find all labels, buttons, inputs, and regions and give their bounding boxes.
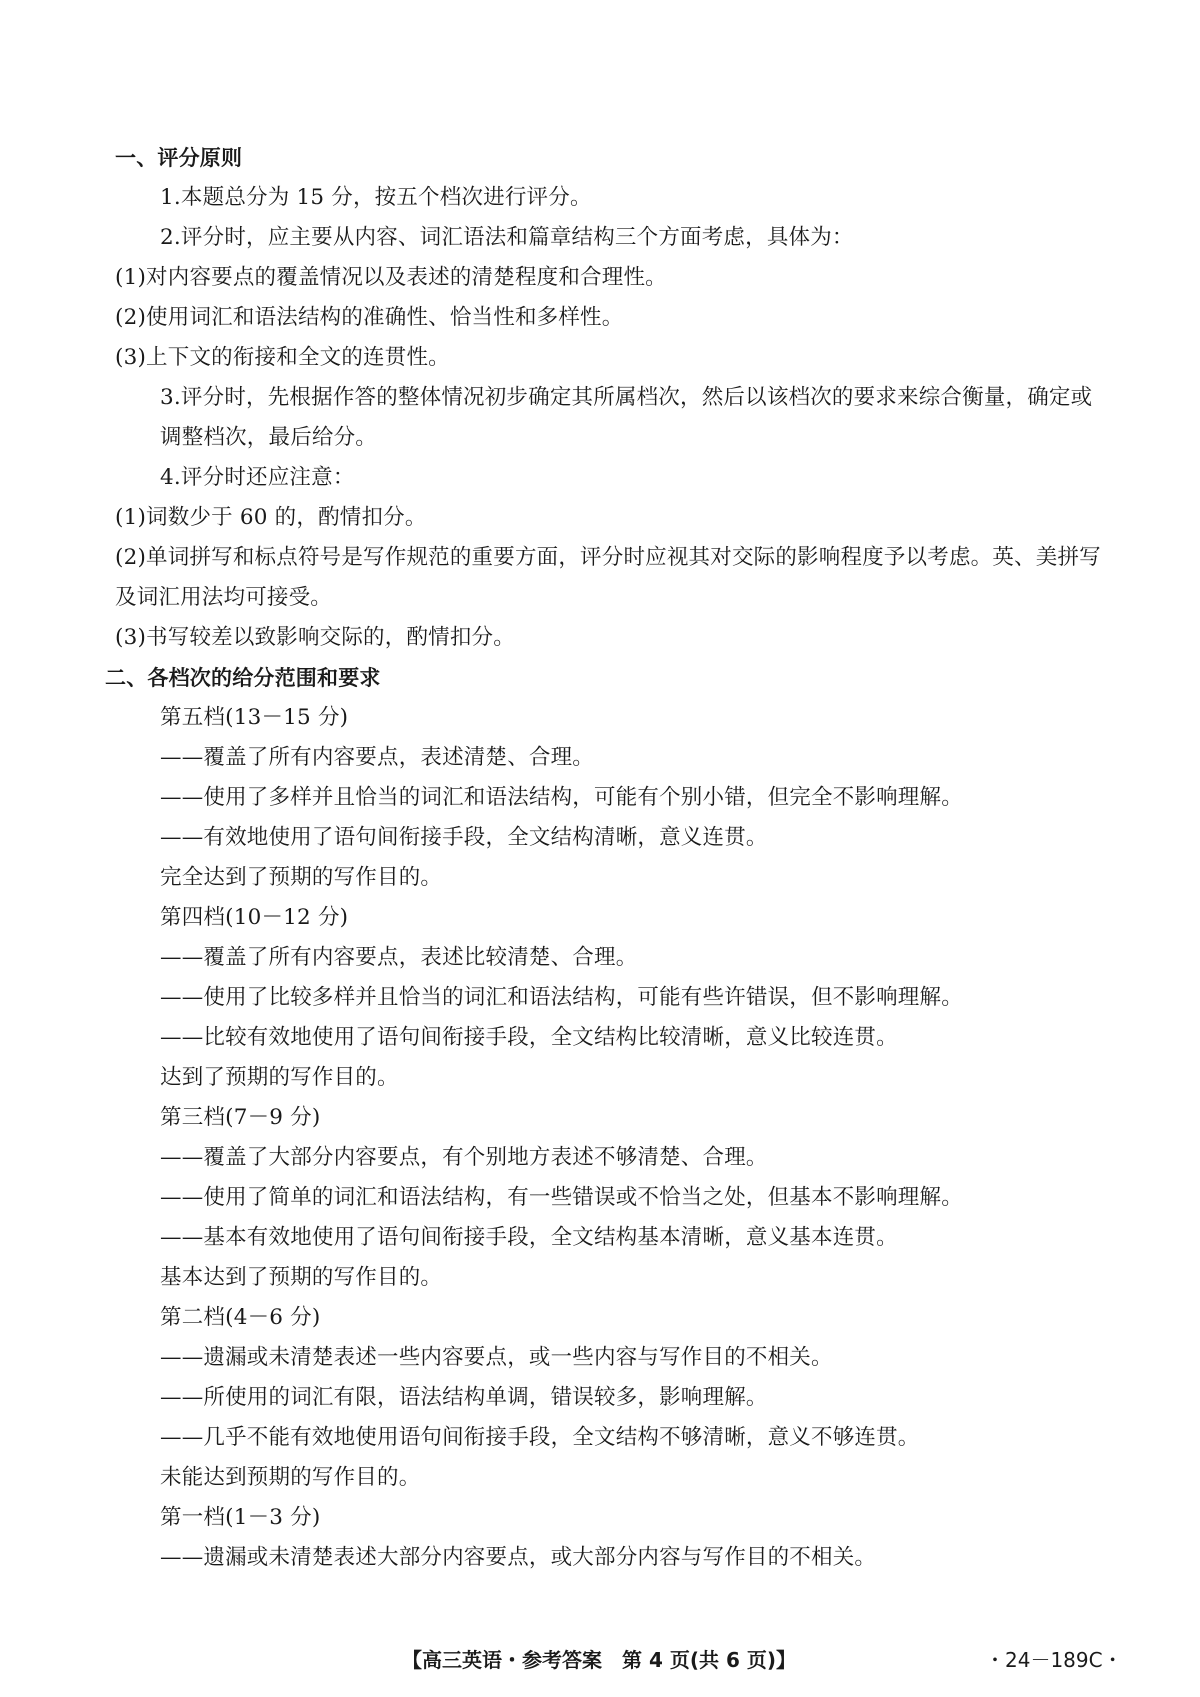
rule-subitem: (2)单词拼写和标点符号是写作规范的重要方面，评分时应视其对交际的影响程度予以考虑。英、美拼写及词汇用法均可接受。 — [115, 545, 1101, 610]
level-point: ——覆盖了所有内容要点，表述比较清楚、合理。 — [160, 945, 638, 970]
rule-subitem: (1)对内容要点的覆盖情况以及表述的清楚程度和合理性。 — [115, 265, 667, 290]
level-title: 第二档(4－6 分) — [160, 1305, 321, 1330]
level-point: ——基本有效地使用了语句间衔接手段，全文结构基本清晰，意义基本连贯。 — [160, 1225, 898, 1250]
level-point: ——使用了多样并且恰当的词汇和语法结构，可能有个别小错，但完全不影响理解。 — [160, 785, 963, 810]
content-body — [105, 138, 1105, 1578]
level-point: ——使用了比较多样并且恰当的词汇和语法结构，可能有些许错误，但不影响理解。 — [160, 985, 963, 1010]
level-point: ——覆盖了所有内容要点，表述清楚、合理。 — [160, 745, 595, 770]
level-summary: 基本达到了预期的写作目的。 — [160, 1265, 443, 1290]
level-point: ——遗漏或未清楚表述一些内容要点，或一些内容与写作目的不相关。 — [160, 1345, 833, 1370]
level-point: ——所使用的词汇有限，语法结构单调，错误较多，影响理解。 — [160, 1385, 768, 1410]
rule-subitem: (1)词数少于 60 的，酌情扣分。 — [115, 505, 427, 530]
level-title: 第一档(1－3 分) — [160, 1505, 321, 1530]
level-summary: 未能达到预期的写作目的。 — [160, 1465, 421, 1490]
section-heading-levels: 二、各档次的给分范围和要求 — [105, 666, 381, 690]
rule-subitem: (3)上下文的衔接和全文的连贯性。 — [115, 345, 450, 370]
level-point: ——使用了简单的词汇和语法结构，有一些错误或不恰当之处，但基本不影响理解。 — [160, 1185, 963, 1210]
level-title: 第五档(13－15 分) — [160, 705, 349, 730]
footer-page-info: 【高三英语・参考答案 第 4 页(共 6 页)】 — [402, 1648, 796, 1672]
rule-subitem: (3)书写较差以致影响交际的，酌情扣分。 — [115, 625, 515, 650]
rule-item-text: 3.评分时，先根据作答的整体情况初步确定其所属档次，然后以该档次的要求来综合衡量，确定或调整档次，最后给分。 — [160, 385, 1093, 450]
level-title: 第四档(10－12 分) — [160, 905, 349, 930]
level-point: ——几乎不能有效地使用语句间衔接手段，全文结构不够清晰，意义不够连贯。 — [160, 1425, 920, 1450]
level-point: ——比较有效地使用了语句间衔接手段，全文结构比较清晰，意义比较连贯。 — [160, 1025, 898, 1050]
footer-code: ・24－189C・ — [985, 1648, 1123, 1672]
rule-item: 2.评分时，应主要从内容、词汇语法和篇章结构三个方面考虑，具体为： — [160, 225, 854, 250]
level-summary: 达到了预期的写作目的。 — [160, 1065, 399, 1090]
rule-subitem: (2)使用词汇和语法结构的准确性、恰当性和多样性。 — [115, 305, 624, 330]
section-heading-scoring-principles: 一、评分原则 — [115, 146, 243, 170]
level-point: ——覆盖了大部分内容要点，有个别地方表述不够清楚、合理。 — [160, 1145, 768, 1170]
level-point: ——有效地使用了语句间衔接手段，全文结构清晰，意义连贯。 — [160, 825, 768, 850]
rule-item: 4.评分时还应注意： — [160, 465, 355, 490]
rule-item — [115, 378, 1105, 458]
level-summary: 完全达到了预期的写作目的。 — [160, 865, 443, 890]
rule-item: 1.本题总分为 15 分，按五个档次进行评分。 — [160, 185, 592, 210]
level-title: 第三档(7－9 分) — [160, 1105, 321, 1130]
level-point: ——遗漏或未清楚表述大部分内容要点，或大部分内容与写作目的不相关。 — [160, 1545, 877, 1570]
